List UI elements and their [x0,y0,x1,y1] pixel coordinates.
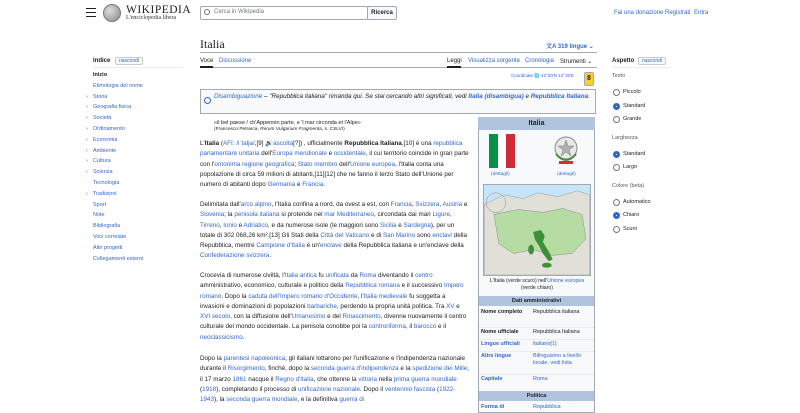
article-link[interactable]: 1922-1943 [200,385,456,404]
paragraph-text: è un' [304,242,321,250]
main-menu-icon[interactable] [86,8,96,18]
radio-label[interactable]: Chiaro [623,212,640,218]
radio-button[interactable] [613,89,620,96]
paragraph-text: , [449,211,452,219]
infobox-row-value: Repubblica italiana [533,309,580,315]
toc-expand-icon[interactable]: › [86,115,88,122]
infobox-section-header: Dati amministrativi [479,296,594,306]
paragraph-text: Repubblica Italiana [344,140,402,147]
infobox-row-key: Nome completo [481,309,523,315]
infobox-row-value[interactable]: Repubblica [533,404,561,410]
header [0,0,800,30]
paragraph-text: ), la [214,396,227,404]
article-link[interactable]: 1918 [202,385,217,393]
toc-expand-icon[interactable]: › [86,190,88,197]
paragraph-text: , l'Italia conta una popolazione di circa 59 milioni di abitanti,[11][12] che ne fanno il terzo Stato dell'Unione per numero di abitanti dopo [200,160,454,189]
paragraph-text: ( [200,385,203,393]
toc-expand-icon[interactable]: › [86,147,88,154]
paragraph-text: e [236,221,244,229]
radio-label[interactable]: Scuro [623,225,638,232]
paragraph-text: , che ottenne la [313,375,359,383]
article-link[interactable]: XVI secolo [200,313,231,321]
toc-item[interactable]: Note [93,212,105,219]
infobox-row-key[interactable]: Forma di [481,404,505,410]
donate-link[interactable]: Fai una donazione [614,10,664,16]
article-link[interactable]: Sardegna [403,221,431,229]
appearance-group-label: Larghezza [612,134,638,141]
paragraph-text: , il cui territorio coincide in gran parte con l' [200,150,469,168]
article-link[interactable]: Risorgimento [227,365,265,373]
paragraph-text: della Repubblica, mentre [200,231,467,250]
map-caption: L'Italia (verde scuro) nell'Unione europea (verde chiaro) [489,278,585,291]
article-link[interactable]: 1861 [232,375,247,383]
paragraph-text: , gli italiani lottarono per l'unificazione e l'indipendenza nazionale durante il [200,355,465,373]
toc-item[interactable]: Tradizioni [93,190,117,197]
article-link[interactable]: Sicilia [380,221,397,229]
tab-voce[interactable]: Voce [200,58,214,64]
toc-item[interactable]: Etimologia del nome [93,82,143,89]
paragraph-text: e [454,302,460,310]
location-map[interactable] [483,184,591,276]
radio-button[interactable] [613,103,620,110]
disambiguation-link[interactable]: Repubblica Italiana [530,93,589,100]
paragraph-text: , con la diffusione dell' [230,313,292,321]
toc-hide-button[interactable]: nascondi [115,57,143,65]
article-link[interactable]: prima guerra mondiale [393,375,457,383]
radio-label[interactable]: Standard [623,150,646,157]
article-link[interactable]: occidentale [333,150,366,158]
article-link[interactable]: Francia [390,201,412,208]
article-link[interactable]: Adriatico [243,221,269,229]
article-link[interactable]: unificazione nazionale [298,385,360,393]
article-link[interactable]: Campione d'Italia [256,242,305,250]
paragraph-text: amministrativo, economico, culturale e politico della [200,282,346,290]
eu-link[interactable]: Unione europea [547,278,585,284]
paragraph-text: , finché, dopo la [264,365,311,373]
wikipedia-globe-logo[interactable] [103,4,121,22]
paragraph-text: , perdendo la propria unità politica. Tra [336,302,447,310]
toc-item[interactable]: Inizio [93,72,108,78]
article-link[interactable]: Italia medievale [363,292,408,300]
paragraph [200,139,470,190]
paragraph-text: , [411,201,416,208]
article-link[interactable]: AFI: /iˈtalja/ [222,140,255,147]
paragraph-text: e la [398,365,413,373]
toc-item[interactable]: Economia [93,136,118,143]
toc-item[interactable]: Ambiente [93,147,117,154]
article-link[interactable]: Germania [267,181,296,189]
article-link[interactable]: centro [415,272,433,279]
flag-stripe [498,134,507,168]
toc-item[interactable]: Bibliografia [93,223,121,230]
paragraph-text: , e la definitiva [297,396,340,404]
radio-button[interactable] [613,199,620,206]
article-link[interactable]: Unione europea [350,160,395,168]
infobox-row-value[interactable]: italiano[1] [533,341,557,347]
article-link[interactable]: barbariche [307,302,337,310]
login-link[interactable]: Entra [694,10,709,16]
infobox-row-key[interactable]: Capitale [481,376,503,382]
radio-button[interactable] [613,164,620,171]
tab-cronologia[interactable]: Cronologia [525,58,555,64]
divider [93,67,183,68]
toc-item[interactable]: Cultura [93,158,111,165]
radio-button[interactable] [613,226,620,233]
paragraph-text: fu soggetta a invasioni e dominazioni di popolazioni [200,292,446,310]
divider [479,374,594,375]
paragraph-text: da [348,272,360,279]
flag-details-link[interactable]: (dettagli) [491,172,510,177]
paragraph-text: e [326,150,334,158]
article-link[interactable]: ventennio fascista [384,385,436,393]
toc-item[interactable]: Scienza [93,169,113,176]
paragraph-text: fu [316,272,326,279]
toc-expand-icon[interactable]: › [86,93,88,100]
toc-expand-icon[interactable]: › [86,136,88,143]
emblem-details-link[interactable]: (dettagli) [557,172,576,177]
radio-button[interactable] [613,151,620,158]
search-icon [204,9,210,15]
disambiguation-link[interactable]: Italia (disambigua) [468,93,524,100]
paragraph-text: della Repubblica italiana e un'enclave della [341,242,464,250]
disambiguation-link[interactable]: Disambiguazione [214,93,263,100]
article-link[interactable]: Ligure [432,211,450,219]
tab-strumenti[interactable]: Strumenti ⌄ [560,59,593,65]
active-tab-indicator [200,66,213,68]
paragraph-text: ,[9] 🔊 [254,140,274,147]
divider [479,351,594,352]
flag-stripe [489,134,498,168]
toc-item[interactable]: Tecnologia [93,180,120,186]
paragraph-text: ; [294,160,298,168]
paragraph-text: ( [435,385,440,393]
paragraph-text: sono [415,231,433,239]
paragraph-text: , l'Italia confina a nord, da ovest a est, con [271,201,391,208]
disambiguation-icon [204,97,211,104]
emblem-image[interactable] [552,132,580,168]
infobox-row-key[interactable]: Altre lingue [481,353,512,359]
logo-tagline: L'enciclopedia libera [126,15,177,21]
article-link[interactable]: guerra di [339,396,365,404]
paragraph-text: ), completando il processo di [216,385,299,393]
article-link[interactable]: Italia antica [284,272,317,279]
language-button[interactable]: 文A 319 lingue ⌄ [546,44,594,50]
radio-label[interactable]: Piccolo [623,89,641,95]
search-input[interactable]: Cerca in Wikipedia [214,9,265,15]
paragraph-text: e di [369,231,383,239]
paragraph-text: , il [405,323,414,331]
coordinates[interactable]: Coordinate 🌐 42°30′N 12°30′E [511,73,574,78]
paragraph-text: ( [219,140,223,147]
article-link[interactable]: Confederazione svizzera [200,252,270,260]
toc-item[interactable]: Collegamenti esterni [93,255,144,262]
paragraph-text: , [219,221,224,229]
paragraph-text: dell' [259,150,273,158]
tab-leggi[interactable]: Leggi [447,58,462,64]
paragraph-text: . [269,252,272,260]
toc-item[interactable]: Ordinamento [93,126,125,132]
toc-item[interactable]: Società [93,115,112,122]
tab-visualizza-sorgente[interactable]: Visualizza sorgente [468,58,520,64]
article-link[interactable]: caduta dell'Impero romano d'Occidente [248,292,358,300]
paragraph-text: ), per un totale di 302 068,26 km².[13] Gli Stati della [200,221,455,239]
divider [200,52,597,53]
article-link[interactable]: Europa meridionale [272,150,327,158]
radio-label[interactable]: Largo [623,164,638,170]
article-link[interactable]: seconda guerra mondiale [226,396,298,404]
infobox-row-value: Repubblica Italiana [533,329,580,335]
toc-item[interactable]: Altri progetti [93,244,123,251]
article-link[interactable]: penisola italiana [234,211,280,219]
paragraph-text: , e da numerose isole (le maggiori sono [268,221,381,229]
article-link[interactable]: Stato membro [297,160,338,168]
appearance-group-label: Testo [612,73,626,79]
toc-item[interactable]: Geografia fisica [93,104,132,111]
paragraph-text: , l' [357,292,364,300]
article-link[interactable]: neoclassicismo [200,333,243,341]
article-link[interactable]: mar Mediterraneo [324,211,374,219]
infobox-title: Italia [478,117,595,130]
paragraph-text: e del [325,313,343,321]
article-link[interactable]: enclavi [432,231,452,239]
article-link[interactable]: arco alpino [240,201,272,208]
paragraph [200,271,470,343]
tab-discussione[interactable]: Discussione [219,58,252,64]
radio-label[interactable]: Standard [623,102,646,109]
paragraph-text: [?]) , ufficialmente [293,140,345,147]
paragraph-text: nacque il [246,375,276,383]
article-link[interactable]: unificata [325,272,349,279]
toc-item[interactable]: Storia [93,93,108,100]
paragraph-text: ; la [224,211,235,219]
paragraph-text: e il successivo [399,282,444,290]
paragraph-text: . Dopo il [360,385,385,393]
epigraph-quote: «il bel paese / ch'Appennin parte, e 'l mar circonda et l'Alpe» [214,120,361,126]
paragraph-text: , il 17 marzo [200,365,470,383]
paragraph-text: e [295,181,303,189]
paragraph-text: dell' [337,160,351,168]
paragraph-text: diventando il [376,272,416,279]
article-link[interactable]: Svizzera [415,201,440,208]
infobox-row-key[interactable]: Lingue ufficiali [481,341,520,347]
register-link[interactable]: Registrati [665,10,691,16]
article-link[interactable]: XV [446,302,455,310]
article-link[interactable]: Repubblica romana [345,282,400,290]
logo-title[interactable]: WIKIPEDIA [126,4,192,16]
paragraph-text: . Dopo la [221,292,249,300]
paragraph-text: Crocevia di numerose civiltà, l' [200,272,285,279]
toc-expand-icon[interactable]: › [86,169,88,176]
divider [479,327,594,328]
paragraph-text: ,[10] è una [401,140,434,147]
paragraph [200,200,470,262]
article-link[interactable]: parentesi napoleonica [223,355,286,362]
paragraph-text: e [462,201,468,208]
toc-item[interactable]: Voci correlate [93,234,127,240]
hatnote-text: Disambiguazione – "Repubblica italiana" rimanda qui. Se stai cercando altri significati, vedi Italia (disambigua) e Repubblica Italiana. [214,93,590,100]
paragraph-text: Italia [204,140,220,147]
radio-label[interactable]: Automatico [623,198,651,205]
infobox-section-header: Politica [479,391,594,401]
paragraph-text: e il [436,323,447,331]
paragraph-text: L' [200,140,205,147]
paragraph-text: . [242,333,245,341]
infobox-row-value[interactable]: Roma [533,376,548,382]
article-link[interactable]: barocco [413,323,437,331]
article-link[interactable]: Slovenia [200,211,225,219]
paragraph-text: e [396,221,404,229]
article-link[interactable]: Ionio [223,221,237,229]
paragraph-text: Delimitata dall' [200,201,241,208]
toc-title: Indice [93,58,111,64]
paragraph-text: si protende nel [279,211,325,219]
paragraph-text: nella [376,375,394,383]
radio-button[interactable] [613,116,620,123]
epigraph-source: (Francesco Petrarca, Rerum Vulgarium Fragmenta, s. CXLVI) [214,127,345,132]
active-tab-indicator [447,66,461,68]
radio-label[interactable]: Grande [623,116,642,122]
search-button[interactable]: Ricerca [367,6,397,20]
paragraph-text: . [323,181,325,189]
article-link[interactable]: spedizione dei Mille [412,365,468,373]
divider [612,67,672,68]
article-link[interactable]: enclave [320,242,342,250]
infobox-row-value[interactable]: Bilinguismo a livello locale, vedi lista [533,353,581,366]
article-link[interactable]: Città del Vaticano [320,231,370,239]
toc-expand-icon[interactable]: › [86,158,88,165]
paragraph-text: , circondata dai mari [374,211,433,219]
toc-expand-icon[interactable]: › [86,126,88,132]
paragraph [200,354,470,405]
article-link[interactable]: Francia [302,181,324,189]
article-link[interactable]: Tirreno [200,221,220,229]
appearance-title: Aspetto [612,58,635,64]
appearance-hide-button[interactable]: nascondi [638,57,666,65]
appearance-group-label: Colore (beta) [612,182,645,189]
article-link[interactable]: San Marino [382,231,416,239]
article-link[interactable]: vittoria [358,375,377,383]
toc-expand-icon[interactable]: › [86,104,88,111]
article-link[interactable]: Impero romano [200,282,464,300]
article-link[interactable]: Regno d'Italia [275,375,314,383]
paragraph-text: , [439,201,443,208]
divider [200,67,597,68]
article-link[interactable]: Roma [359,272,377,279]
article-link[interactable]: Rinascimento [342,313,381,321]
infobox-row-key: Nome ufficiale [481,329,519,335]
flag-image[interactable] [489,134,515,168]
article-link[interactable]: controriforma [368,323,406,331]
article-link[interactable]: ascolta [273,140,294,147]
flag-stripe [506,134,515,168]
article-link[interactable]: seconda guerra d'indipendenza [310,365,399,373]
article-link[interactable]: Austria [442,201,463,208]
toc-item[interactable]: Sport [93,201,107,208]
divider [479,339,594,340]
article-link[interactable]: repubblica parlamentare unitaria [200,140,463,158]
paragraph-text: Dopo la [200,355,224,362]
article-link[interactable]: Umanesimo [291,313,326,321]
featured-badge-icon[interactable]: 8 [584,72,594,86]
paragraph-text: , divenne nuovamente il centro culturale del mondo occidentale. La penisola conobbe poi la [200,313,467,331]
radio-button[interactable] [613,212,620,219]
page-title: Italia [200,37,225,51]
article-link[interactable]: omonima regione geografica [214,160,295,168]
